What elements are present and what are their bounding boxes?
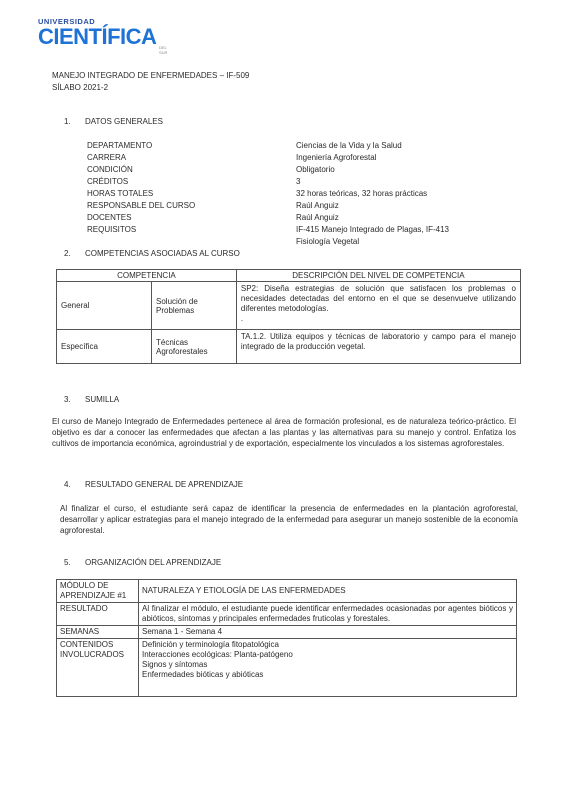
- section-number: 4.: [64, 480, 71, 489]
- table-row: [57, 639, 517, 697]
- logo-line-3: DEL SUR: [159, 45, 168, 55]
- logo-line-1: UNIVERSIDAD: [38, 17, 96, 26]
- value-horas-totales: 32 horas teóricas, 32 horas prácticas: [296, 189, 428, 198]
- general-data-labels: [87, 140, 195, 236]
- competency-type: General: [57, 282, 152, 330]
- module-table: [56, 579, 517, 697]
- label-horas-totales: HORAS TOTALES: [87, 189, 154, 198]
- section-organizacion: [64, 558, 221, 567]
- content-item: Signos y síntomas: [142, 660, 208, 669]
- content-item: Enfermedades bióticas y abióticas: [142, 670, 264, 679]
- section-resultado-general: [64, 480, 243, 489]
- module-result: Al finalizar el módulo, el estudiante puede identificar enfermedades ocasionadas por agentes bióticos y abióticos, síntomas y principales enfermedades fruticolas y forestales.: [139, 603, 517, 626]
- module-weeks: Semana 1 - Semana 4: [139, 626, 517, 639]
- section-competencias: [64, 249, 240, 258]
- label-modulo: MÓDULO DE APRENDIZAJE #1: [57, 580, 139, 603]
- label-condicion: CONDICIÓN: [87, 165, 133, 174]
- university-logo: [38, 17, 168, 57]
- value-requisitos: IF-415 Manejo Integrado de Plagas, IF-413: [296, 225, 449, 234]
- content-item: Definición y terminología fitopatológica: [142, 640, 279, 649]
- label-creditos: CRÉDITOS: [87, 177, 129, 186]
- section-datos-generales: [64, 117, 163, 126]
- competency-description-text: SP2: Diseña estrategias de solución que satisfacen los problemas o necesidades detectadas del entorno en el que se desenvuelve utilizando diferentes metodologías.: [240, 284, 516, 313]
- table-row: [57, 603, 517, 626]
- table-row: [57, 626, 517, 639]
- label-semanas: SEMANAS: [57, 626, 139, 639]
- competency-description: TA.1.2. Utiliza equipos y técnicas de laboratorio y campo para el manejo integrado de la producción vegetal.: [236, 330, 520, 364]
- section-title: SUMILLA: [85, 395, 120, 404]
- syllabus-period: SÍLABO 2021-2: [52, 83, 109, 92]
- content-item: Interacciones ecológicas: Planta-patógeno: [142, 650, 293, 659]
- label-resultado: RESULTADO: [57, 603, 139, 626]
- competency-description: [236, 282, 520, 330]
- value-requisitos-cont: Fisiología Vegetal: [296, 237, 360, 246]
- competencies-table: [56, 269, 521, 364]
- value-docentes: Raúl Anguiz: [296, 213, 339, 222]
- general-data-values: [296, 140, 449, 248]
- section-title: RESULTADO GENERAL DE APRENDIZAJE: [85, 480, 244, 489]
- section-number: 1.: [64, 117, 71, 126]
- table-row: [57, 282, 521, 330]
- label-carrera: CARRERA: [87, 153, 127, 162]
- label-requisitos: REQUISITOS: [87, 225, 137, 234]
- logo-line-2: CIENTÍFICA: [38, 24, 157, 49]
- resultado-general-text: Al finalizar el curso, el estudiante será capaz de identificar la presencia de enfermedades en la plantación agroforestal, desarrollar y aplicar estrategias para el manejo integrado de la enfermedad para asegurar un manejo sostenible de la economía agroforestal.: [60, 504, 518, 535]
- section-title: COMPETENCIAS ASOCIADAS AL CURSO: [85, 249, 240, 258]
- label-contenidos: CONTENIDOS INVOLUCRADOS: [57, 639, 139, 697]
- section-number: 3.: [64, 395, 71, 404]
- value-departamento: Ciencias de la Vida y la Salud: [296, 141, 402, 150]
- header-competencia: COMPETENCIA: [57, 270, 237, 282]
- value-responsable: Raúl Anguiz: [296, 201, 339, 210]
- value-creditos: 3: [296, 177, 301, 186]
- module-contents: [139, 639, 517, 697]
- section-number: 5.: [64, 558, 71, 567]
- section-title: DATOS GENERALES: [85, 117, 163, 126]
- competency-description-extra: .: [240, 314, 244, 323]
- section-title: ORGANIZACIÓN DEL APRENDIZAJE: [85, 558, 222, 567]
- table-row: [57, 330, 521, 364]
- table-header-row: [57, 270, 521, 282]
- section-sumilla: [64, 395, 119, 404]
- sumilla-text: El curso de Manejo Integrado de Enfermedades pertenece al área de formación profesional, es de naturaleza teórico-práctico. El objetivo es dar a conocer las enfermedades que afectan a las plantas y las alternativas para su manejo y control. Enfatiza los cultivos de importancia económica, agroindustrial y de exportación, especialmente los vinculados a los sistemas agroforestales.: [52, 417, 516, 448]
- table-row: [57, 580, 517, 603]
- competency-type: Específica: [57, 330, 152, 364]
- label-departamento: DEPARTAMENTO: [87, 141, 153, 150]
- value-carrera: Ingeniería Agroforestal: [296, 153, 377, 162]
- module-title: NATURALEZA Y ETIOLOGÍA DE LAS ENFERMEDADES: [139, 580, 517, 603]
- label-responsable: RESPONSABLE DEL CURSO: [87, 201, 196, 210]
- label-docentes: DOCENTES: [87, 213, 132, 222]
- value-condicion: Obligatorio: [296, 165, 335, 174]
- competency-name: Solución de Problemas: [152, 282, 237, 330]
- document-header: [52, 70, 249, 94]
- section-number: 2.: [64, 249, 71, 258]
- course-title: MANEJO INTEGRADO DE ENFERMEDADES – IF-509: [52, 71, 250, 80]
- competency-name: Técnicas Agroforestales: [152, 330, 237, 364]
- header-descripcion: DESCRIPCIÓN DEL NIVEL DE COMPETENCIA: [236, 270, 520, 282]
